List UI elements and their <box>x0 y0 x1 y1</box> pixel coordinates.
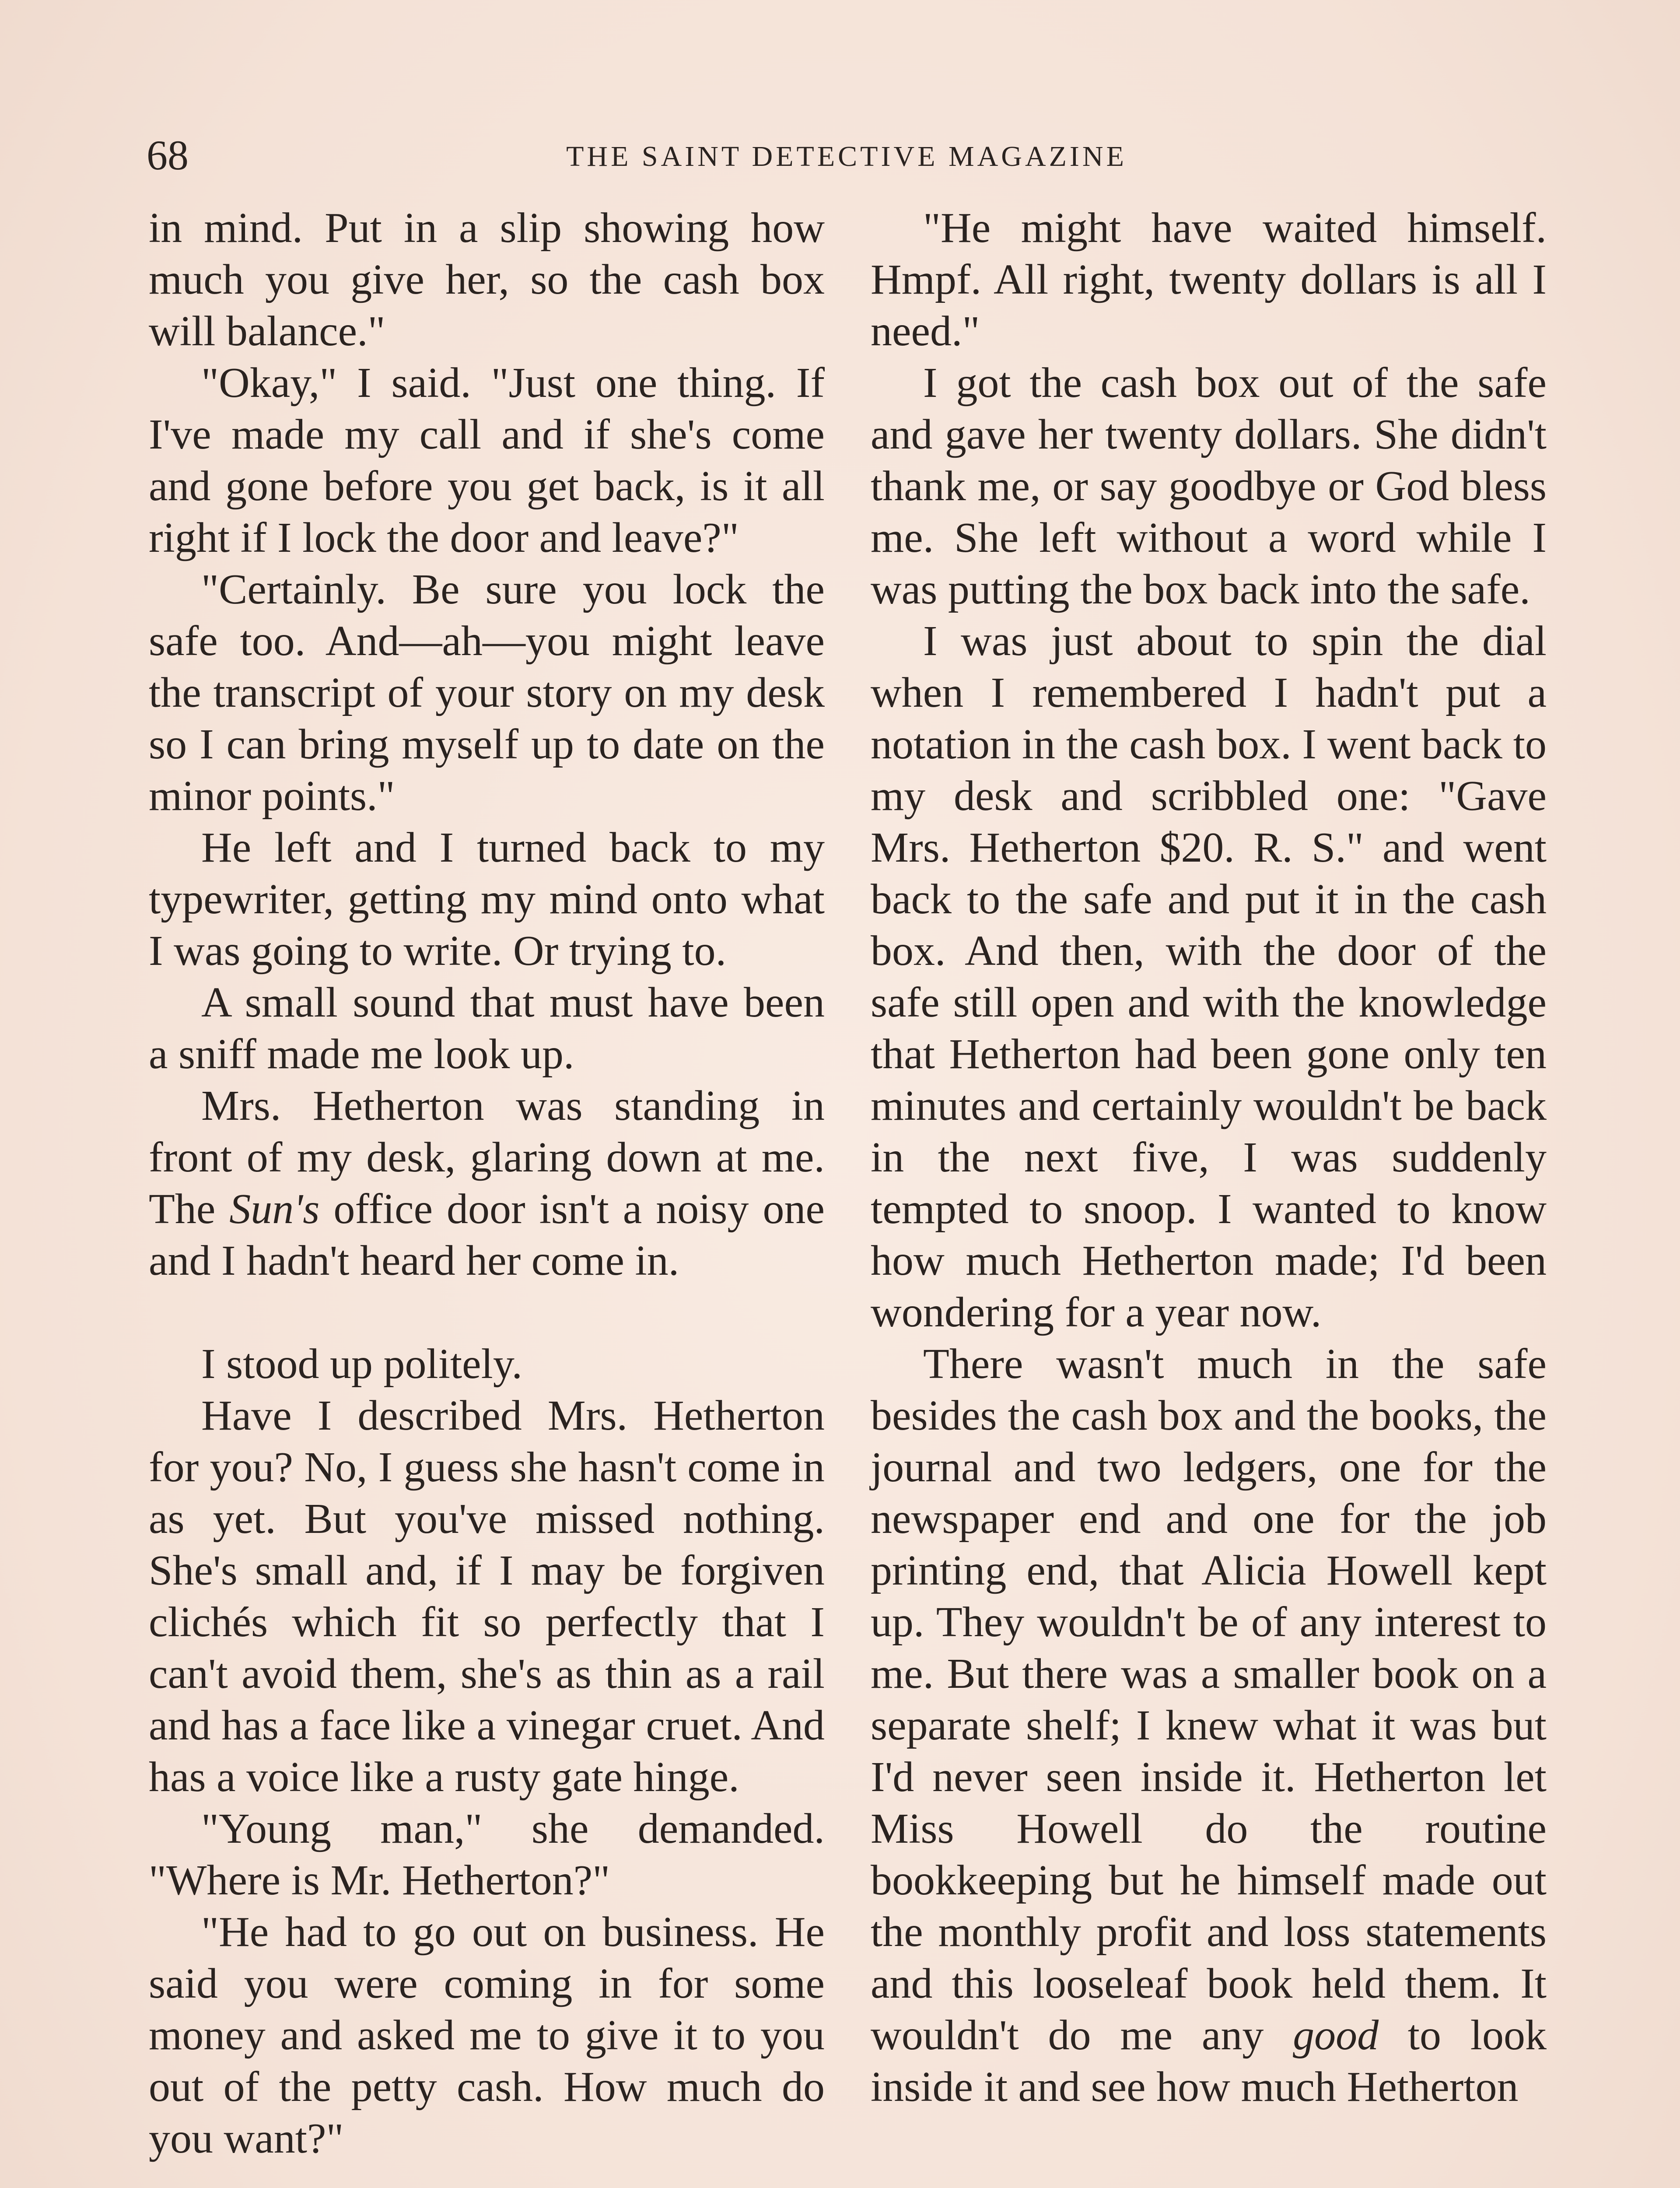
paragraph: A small sound that must have been a sniff made me look up. <box>149 979 825 1078</box>
page-number: 68 <box>147 132 189 179</box>
paragraph <box>871 1338 1547 2113</box>
page-header <box>147 131 1547 179</box>
italic-emphasis: good <box>1293 2012 1379 2059</box>
paragraph: "Certainly. Be sure you lock the safe too. And—ah—you might leave the transcript of your story on my desk so I can bring myself up to date on the minor points." <box>149 566 825 820</box>
text-run: Mrs. Hetherton was standing in front of my desk, glaring down at me. The <box>149 1082 825 1233</box>
paragraph: I got the cash box out of the safe and gave her twenty dollars. She didn't thank me, or say goodbye or God bless me. She left without a word while I was putting the box back into the safe. <box>871 359 1547 613</box>
paragraph: I was just about to spin the dial when I remembered I hadn't put a notation in the cash box. I went back to my desk and scribbled one: "Gave Mrs. Hetherton $20. R. S." and went back to the safe and put it in the cash box. And then, with the door of the safe still open and with the knowledge that Hetherton had been gone only ten minutes and certainly wouldn't be back in the next five, I was suddenly tempted to snoop. I wanted to know how much Hetherton made; I'd been wondering for a year now. <box>871 617 1547 1336</box>
paragraph: in mind. Put in a slip showing how much you give her, so the cash box will balance." <box>149 204 825 355</box>
text-run: There wasn't much in the safe besides the cash box and the books, the journal and two ledgers, one for the newspaper end and one for the job printing end, that Alicia Howell kept up. They wouldn't be of any interest to me. But there was a smaller book on a separate shelf; I knew what it was but I'd never seen inside it. Hetherton let Miss Howell do the routine bookkeeping but he himself made out the monthly profit and loss statements and this looseleaf book held them. It wouldn't do me any <box>871 1340 1547 2059</box>
text-run: office door isn't a noisy one and I hadn't heard her come in. <box>149 1185 825 1284</box>
text-run: to look inside it and see how much Hetherton <box>871 2012 1547 2111</box>
paragraph: I stood up politely. <box>201 1340 523 1388</box>
paragraph <box>149 1080 825 1287</box>
italic-newspaper-name: Sun's <box>229 1185 320 1233</box>
right-column <box>871 202 1547 2113</box>
paragraph: He left and I turned back to my typewriter, getting my mind onto what I was going to write. Or trying to. <box>149 824 825 975</box>
paragraph: "He had to go out on business. He said you were coming in for some money and asked me to give it to you out of the petty cash. How much do you want?" <box>149 1908 825 2162</box>
running-head: THE SAINT DETECTIVE MAGAZINE <box>566 140 1127 172</box>
paragraph: Have I described Mrs. Hetherton for you? No, I guess she hasn't come in as yet. But you've missed nothing. She's small and, if I may be forgiven clichés which fit so perfectly that I can't avoid them, she's as thin as a rail and has a face like a vinegar cruet. And has a voice like a rusty gate hinge. <box>149 1392 825 1801</box>
left-column <box>149 202 825 2164</box>
paragraph: "Okay," I said. "Just one thing. If I've made my call and if she's come and gone before you get back, is it all right if I lock the door and leave?" <box>149 359 825 561</box>
paragraph: "He might have waited himself. Hmpf. All right, twenty dollars is all I need." <box>871 204 1547 355</box>
paragraph: "Young man," she demanded. "Where is Mr. Hetherton?" <box>149 1805 825 1904</box>
